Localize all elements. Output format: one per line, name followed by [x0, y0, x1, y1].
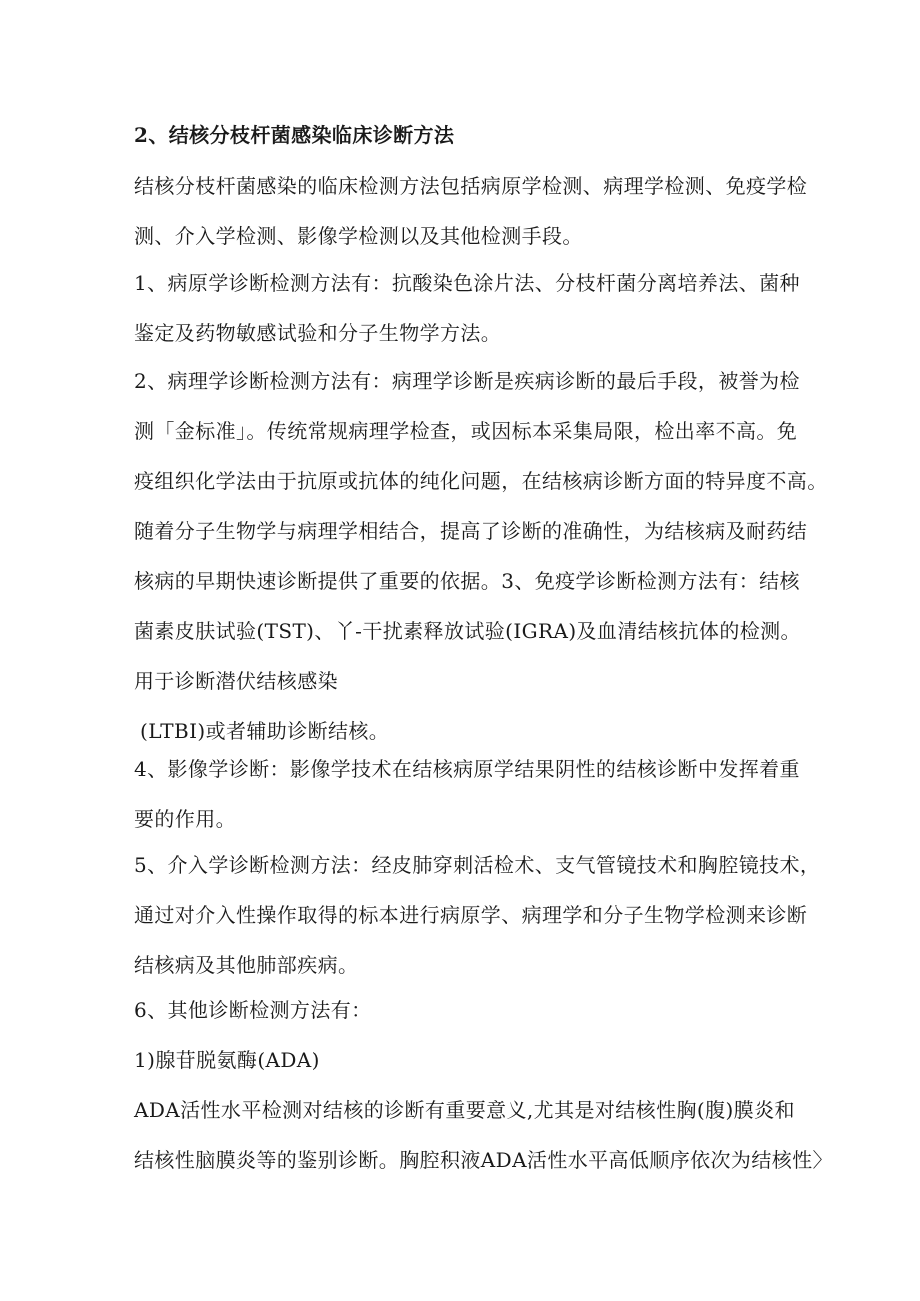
item-6-paragraph — [134, 985, 833, 1185]
paragraph-line: 4、影像学诊断：影像学技术在结核病原学结果阴性的结核诊断中发挥着重 — [134, 757, 800, 781]
paragraph-line: 结核病及其他肺部疾病。 — [134, 953, 359, 977]
paragraph-line: 测「金标准」。传统常规病理学检查，或因标本采集局限，检出率不高。免 — [134, 419, 798, 443]
paragraph-line: 5、介入学诊断检测方法：经皮肺穿刺活检术、支气管镜技术和胸腔镜技术， — [134, 853, 821, 877]
item-2-paragraph — [134, 356, 828, 756]
paragraph-line: 6、其他诊断检测方法有： — [134, 998, 372, 1022]
paragraph-line: 结核性脑膜炎等的鉴别诊断。胸腔积液ADA活性水平高低顺序依次为结核性〉 — [134, 1148, 833, 1172]
paragraph-line: 鉴定及药物敏感试验和分子生物学方法。 — [134, 321, 502, 345]
paragraph-line: ADA活性水平检测对结核的诊断有重要意义,尤其是对结核性胸(腹)膜炎和 — [134, 1098, 795, 1122]
paragraph-line: 随着分子生物学与病理学相结合，提高了诊断的准确性，为结核病及耐药结 — [134, 519, 808, 543]
paragraph-line: 结核分枝杆菌感染的临床检测方法包括病原学检测、病理学检测、免疫学检 — [134, 174, 808, 198]
paragraph-line: 菌素皮肤试验(TST)、丫-干扰素释放试验(IGRA)及血清结核抗体的检测。 — [134, 619, 801, 643]
heading-text: 2、结核分枝杆菌感染临床诊断方法 — [134, 123, 455, 147]
paragraph-line: 要的作用。 — [134, 807, 236, 831]
item-1-paragraph — [134, 258, 804, 358]
paragraph-line: 用于诊断潜伏结核感染 — [134, 669, 338, 693]
paragraph-line: 疫组织化学法由于抗原或抗体的纯化问题，在结核病诊断方面的特异度不高。 — [134, 469, 828, 493]
intro-paragraph — [134, 161, 808, 261]
paragraph-line: 1)腺苷脱氨酶(ADA) — [134, 1048, 320, 1072]
paragraph-line: 测、介入学检测、影像学检测以及其他检测手段。 — [134, 224, 583, 248]
paragraph-line: 2、病理学诊断检测方法有：病理学诊断是疾病诊断的最后手段，被誉为检 — [134, 369, 800, 393]
paragraph-line: 1、病原学诊断检测方法有：抗酸染色涂片法、分枝杆菌分离培养法、菌种 — [134, 271, 800, 295]
item-5-paragraph — [134, 840, 821, 990]
paragraph-line: 核病的早期快速诊断提供了重要的依据。3、免疫学诊断检测方法有：结核 — [134, 569, 800, 593]
section-heading — [134, 110, 804, 160]
item-4-paragraph — [134, 744, 804, 844]
paragraph-line: (LTBI)或者辅助诊断结核。 — [140, 719, 390, 743]
paragraph-line: 通过对介入性操作取得的标本进行病原学、病理学和分子生物学检测来诊断 — [134, 903, 808, 927]
